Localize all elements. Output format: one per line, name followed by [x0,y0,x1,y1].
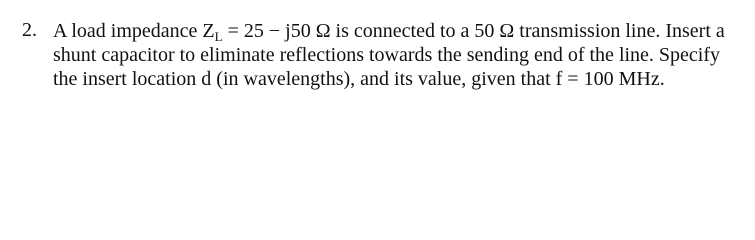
problem-line-1 [53,19,753,43]
impedance-subscript: L [214,29,223,44]
line1-text-end: = 25 − j50 Ω is connected to a 50 Ω transmission line. Insert a [222,20,725,42]
line1-text-start: A load impedance Z [53,20,215,42]
problem-number: 2. [22,19,37,41]
problem-text [53,19,753,91]
problem-line-2: shunt capacitor to eliminate reflections towards the sending end of the line. Specify [53,44,721,66]
problem-line-3: the insert location d (in wavelengths), and its value, given that f = 100 MHz. [53,68,665,90]
